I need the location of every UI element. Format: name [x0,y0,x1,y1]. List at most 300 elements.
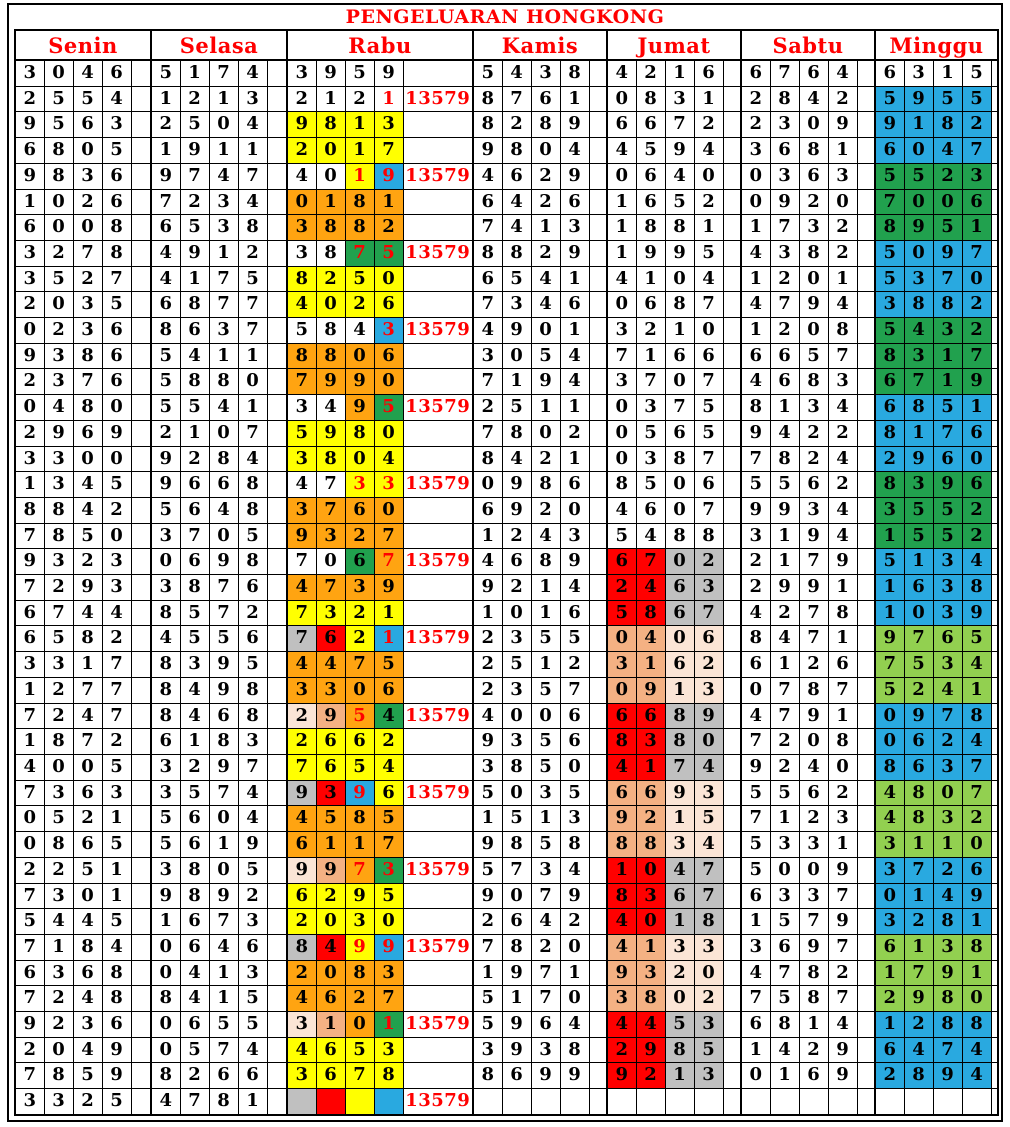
digit-cell: 8 [502,754,531,780]
digit-cell: 6 [15,138,44,164]
spacer-cell [723,523,741,549]
digit-cell: 8 [875,420,904,446]
digit-cell: 0 [799,729,828,755]
digit-cell: 8 [151,652,180,678]
digit-cell: 1 [102,857,131,883]
digit-cell: 4 [741,292,770,318]
digit-cell: 0 [828,754,857,780]
spacer-cell [723,832,741,858]
digit-cell: 4 [741,960,770,986]
digit-cell: 6 [180,472,209,498]
digit-cell: 0 [374,909,403,935]
digit-cell: 6 [828,652,857,678]
spacer-cell [723,112,741,138]
digit-cell: 1 [15,677,44,703]
digit-cell: 0 [345,677,374,703]
digit-cell: 0 [238,369,267,395]
spacer-cell [991,395,998,421]
digit-cell: 6 [502,909,531,935]
digit-cell: 4 [345,318,374,344]
digit-cell: 8 [502,832,531,858]
spacer-cell [991,626,998,652]
digit-cell: 0 [374,266,403,292]
spacer-cell [267,729,287,755]
digit-cell: 5 [102,909,131,935]
digit-cell: 2 [73,1089,102,1115]
digit-cell: 9 [473,729,502,755]
digit-cell: 2 [238,600,267,626]
digit-cell: 3 [44,652,73,678]
table-row [15,318,998,344]
digit-cell: 5 [180,395,209,421]
digit-cell: 5 [151,343,180,369]
digit-cell: 4 [694,266,723,292]
digit-cell: 1 [151,909,180,935]
digit-cell: 8 [345,960,374,986]
digit-cell: 8 [209,369,238,395]
digit-cell: 8 [665,729,694,755]
digit-cell: 0 [560,986,589,1012]
digit-cell: 0 [502,703,531,729]
spacer-cell [991,472,998,498]
digit-cell: 7 [287,754,316,780]
digit-cell: 6 [502,1063,531,1089]
spacer-cell [589,677,607,703]
digit-cell: 7 [531,883,560,909]
digit-cell [875,1089,904,1115]
spacer-cell [267,1089,287,1115]
digit-cell: 1 [741,266,770,292]
spacer-cell [723,343,741,369]
digit-cell: 9 [560,163,589,189]
digit-cell: 8 [828,318,857,344]
digit-cell: 7 [828,343,857,369]
spacer-cell [131,1089,151,1115]
digit-cell: 2 [180,189,209,215]
marker-13579 [403,729,473,755]
digit-cell: 2 [345,600,374,626]
digit-cell: 4 [560,343,589,369]
digit-cell: 4 [741,369,770,395]
digit-cell: 5 [374,883,403,909]
marker-13579: 13579 [403,395,473,421]
digit-cell: 2 [151,420,180,446]
marker-13579 [403,909,473,935]
digit-cell: 4 [473,318,502,344]
digit-cell: 8 [962,575,991,601]
digit-cell: 6 [287,832,316,858]
digit-cell: 3 [345,575,374,601]
digit-cell: 7 [694,369,723,395]
digit-cell: 9 [560,112,589,138]
digit-cell: 8 [316,112,345,138]
digit-cell: 3 [502,292,531,318]
digit-cell: 3 [238,960,267,986]
digit-cell: 0 [15,832,44,858]
digit-cell: 4 [694,754,723,780]
digit-cell: 3 [287,446,316,472]
digit-cell: 2 [770,729,799,755]
digit-cell: 9 [180,240,209,266]
digit-cell: 1 [238,1089,267,1115]
marker-13579 [403,652,473,678]
digit-cell: 3 [102,780,131,806]
digit-cell: 0 [607,677,636,703]
digit-cell: 5 [770,986,799,1012]
digit-cell: 1 [209,86,238,112]
digit-cell: 5 [607,523,636,549]
digit-cell: 6 [15,215,44,241]
digit-cell: 4 [473,163,502,189]
digit-cell: 9 [502,1012,531,1038]
digit-cell: 6 [875,934,904,960]
digit-cell: 2 [180,446,209,472]
digit-cell: 6 [316,754,345,780]
digit-cell: 9 [15,343,44,369]
digit-cell: 8 [875,472,904,498]
spacer-cell [267,497,287,523]
digit-cell: 2 [44,240,73,266]
spacer-cell [991,497,998,523]
spacer-cell [131,86,151,112]
spacer-cell [723,1012,741,1038]
spacer-cell [131,420,151,446]
digit-cell: 4 [209,497,238,523]
spacer-cell [723,215,741,241]
marker-13579 [403,986,473,1012]
spacer-cell [723,677,741,703]
spacer-cell [857,883,875,909]
digit-cell: 2 [741,575,770,601]
marker-13579 [403,960,473,986]
digit-cell: 6 [636,163,665,189]
spacer-cell [267,163,287,189]
digit-cell: 5 [875,163,904,189]
digit-cell: 2 [15,420,44,446]
digit-cell: 2 [180,86,209,112]
digit-cell: 2 [636,60,665,86]
digit-cell: 6 [560,189,589,215]
digit-cell: 5 [151,832,180,858]
digit-cell: 3 [102,112,131,138]
spacer-cell [131,909,151,935]
digit-cell: 1 [209,240,238,266]
digit-cell: 0 [531,138,560,164]
digit-cell: 1 [607,240,636,266]
digit-cell: 7 [904,857,933,883]
digit-cell: 8 [665,703,694,729]
digit-cell: 3 [316,600,345,626]
digit-cell: 6 [904,729,933,755]
digit-cell: 7 [15,703,44,729]
digit-cell: 6 [287,883,316,909]
digit-cell: 7 [238,292,267,318]
marker-13579: 13579 [403,857,473,883]
digit-cell: 8 [209,1089,238,1115]
spacer-cell [267,652,287,678]
digit-cell: 0 [102,395,131,421]
digit-cell: 2 [316,266,345,292]
digit-cell: 5 [770,909,799,935]
digit-cell: 7 [799,626,828,652]
spacer-cell [589,189,607,215]
table-row [15,395,998,421]
digit-cell: 1 [875,1012,904,1038]
day-header-senin: Senin [15,30,151,60]
digit-cell: 4 [180,703,209,729]
digit-cell: 4 [287,472,316,498]
page [7,3,1003,1122]
digit-cell: 8 [799,986,828,1012]
digit-cell [473,1089,502,1115]
spacer-cell [857,446,875,472]
spacer-cell [991,1063,998,1089]
digit-cell: 1 [473,960,502,986]
digit-cell: 7 [665,112,694,138]
spacer-cell [131,729,151,755]
digit-cell: 4 [741,703,770,729]
digit-cell: 3 [933,652,962,678]
digit-cell: 1 [560,446,589,472]
digit-cell: 3 [560,806,589,832]
spacer-cell [857,960,875,986]
digit-cell: 9 [770,189,799,215]
digit-cell: 3 [287,60,316,86]
digit-cell: 7 [962,780,991,806]
digit-cell: 4 [73,600,102,626]
digit-cell: 1 [15,729,44,755]
spacer-cell [267,369,287,395]
digit-cell: 6 [345,497,374,523]
digit-cell: 6 [799,60,828,86]
digit-cell: 1 [828,703,857,729]
digit-cell: 3 [374,1037,403,1063]
digit-cell: 0 [962,832,991,858]
digit-cell: 6 [770,369,799,395]
digit-cell: 5 [665,1012,694,1038]
spacer-cell [267,883,287,909]
digit-cell: 5 [151,60,180,86]
digit-cell: 4 [828,446,857,472]
digit-cell: 0 [151,549,180,575]
digit-cell: 3 [531,60,560,86]
digit-cell: 3 [694,1012,723,1038]
table-row [15,652,998,678]
digit-cell: 9 [15,549,44,575]
digit-cell: 5 [73,857,102,883]
spacer-cell [991,934,998,960]
digit-cell: 4 [374,754,403,780]
digit-cell: 2 [828,960,857,986]
digit-cell: 4 [770,626,799,652]
digit-cell: 0 [316,960,345,986]
digit-cell: 1 [15,472,44,498]
digit-cell: 0 [44,754,73,780]
spacer-cell [589,549,607,575]
digit-cell: 8 [345,806,374,832]
digit-cell: 5 [102,472,131,498]
digit-cell: 8 [636,986,665,1012]
digit-cell: 9 [828,1037,857,1063]
digit-cell: 9 [741,497,770,523]
digit-cell: 7 [502,857,531,883]
digit-cell: 6 [316,1063,345,1089]
digit-cell: 8 [73,626,102,652]
digit-cell: 8 [73,934,102,960]
digit-cell: 8 [502,934,531,960]
digit-cell: 8 [665,215,694,241]
digit-cell: 1 [180,729,209,755]
digit-cell: 2 [345,86,374,112]
digit-cell: 3 [316,780,345,806]
digit-cell: 6 [102,1012,131,1038]
digit-cell: 7 [531,960,560,986]
digit-cell: 2 [531,163,560,189]
digit-cell: 4 [607,754,636,780]
digit-cell: 0 [473,472,502,498]
digit-cell: 6 [636,112,665,138]
spacer-cell [267,754,287,780]
digit-cell: 5 [741,857,770,883]
spacer-cell [857,754,875,780]
digit-cell: 5 [904,163,933,189]
spacer-cell [991,60,998,86]
spacer-cell [991,446,998,472]
digit-cell: 8 [962,1012,991,1038]
digit-cell: 8 [636,832,665,858]
digit-cell: 6 [665,600,694,626]
digit-cell: 7 [15,883,44,909]
digit-cell: 4 [73,1037,102,1063]
digit-cell: 7 [904,960,933,986]
digit-cell: 1 [799,1012,828,1038]
digit-cell: 6 [607,780,636,806]
digit-cell: 9 [799,934,828,960]
digit-cell: 0 [287,189,316,215]
digit-cell: 5 [102,1089,131,1115]
digit-cell: 8 [875,343,904,369]
marker-13579 [403,754,473,780]
digit-cell: 6 [560,703,589,729]
spacer-cell [267,523,287,549]
spacer-cell [723,86,741,112]
digit-cell: 7 [345,652,374,678]
digit-cell: 0 [44,60,73,86]
digit-cell: 6 [799,472,828,498]
digit-cell: 9 [665,240,694,266]
digit-cell: 9 [828,549,857,575]
digit-cell: 8 [102,215,131,241]
digit-cell: 0 [828,189,857,215]
digit-cell: 6 [102,318,131,344]
digit-cell: 9 [560,883,589,909]
digit-cell: 7 [799,549,828,575]
digit-cell: 2 [73,189,102,215]
spacer-cell [589,883,607,909]
digit-cell: 8 [209,446,238,472]
digit-cell: 6 [180,1012,209,1038]
digit-cell: 0 [316,549,345,575]
digit-cell: 2 [741,112,770,138]
digit-cell: 3 [151,754,180,780]
spacer-cell [857,857,875,883]
digit-cell: 6 [875,1037,904,1063]
digit-cell: 6 [502,163,531,189]
digit-cell: 5 [875,677,904,703]
spacer-cell [267,112,287,138]
digit-cell: 7 [665,754,694,780]
digit-cell: 5 [374,395,403,421]
digit-cell: 9 [345,883,374,909]
digit-cell: 6 [741,1012,770,1038]
digit-cell: 6 [345,729,374,755]
digit-cell: 8 [102,240,131,266]
digit-cell: 5 [636,472,665,498]
spacer-cell [991,677,998,703]
digit-cell: 2 [770,266,799,292]
digit-cell: 4 [502,446,531,472]
digit-cell: 6 [962,420,991,446]
digit-cell: 2 [73,806,102,832]
digit-cell: 1 [531,575,560,601]
digit-cell: 4 [316,652,345,678]
spacer-cell [723,395,741,421]
digit-cell: 1 [962,677,991,703]
digit-cell: 3 [44,780,73,806]
marker-13579 [403,1037,473,1063]
digit-cell: 9 [316,60,345,86]
digit-cell: 8 [933,986,962,1012]
digit-cell: 0 [770,857,799,883]
spacer-cell [723,497,741,523]
digit-cell: 7 [933,266,962,292]
page-title: PENGELUARAN HONGKONG [345,6,665,28]
spacer-cell [723,909,741,935]
digit-cell: 1 [770,523,799,549]
digit-cell: 2 [287,86,316,112]
spacer-cell [723,138,741,164]
digit-cell: 1 [44,934,73,960]
digit-cell: 6 [180,549,209,575]
digit-cell: 9 [502,497,531,523]
digit-cell: 3 [238,729,267,755]
spacer-cell [589,1012,607,1038]
digit-cell: 6 [73,112,102,138]
digit-cell: 3 [15,446,44,472]
table-row [15,240,998,266]
digit-cell: 1 [741,215,770,241]
digit-cell: 7 [962,754,991,780]
digit-cell: 2 [287,960,316,986]
digit-cell: 6 [345,549,374,575]
spacer-cell [991,318,998,344]
digit-cell: 2 [904,1012,933,1038]
digit-cell: 0 [799,318,828,344]
digit-cell: 9 [828,909,857,935]
spacer-cell [723,472,741,498]
spacer-cell [589,960,607,986]
digit-cell: 5 [560,626,589,652]
digit-cell: 2 [180,754,209,780]
digit-cell: 5 [180,600,209,626]
digit-cell: 9 [799,523,828,549]
digit-cell: 3 [345,909,374,935]
digit-cell: 0 [374,420,403,446]
table-row [15,189,998,215]
digit-cell: 4 [665,163,694,189]
digit-cell: 1 [741,318,770,344]
spacer-cell [723,189,741,215]
